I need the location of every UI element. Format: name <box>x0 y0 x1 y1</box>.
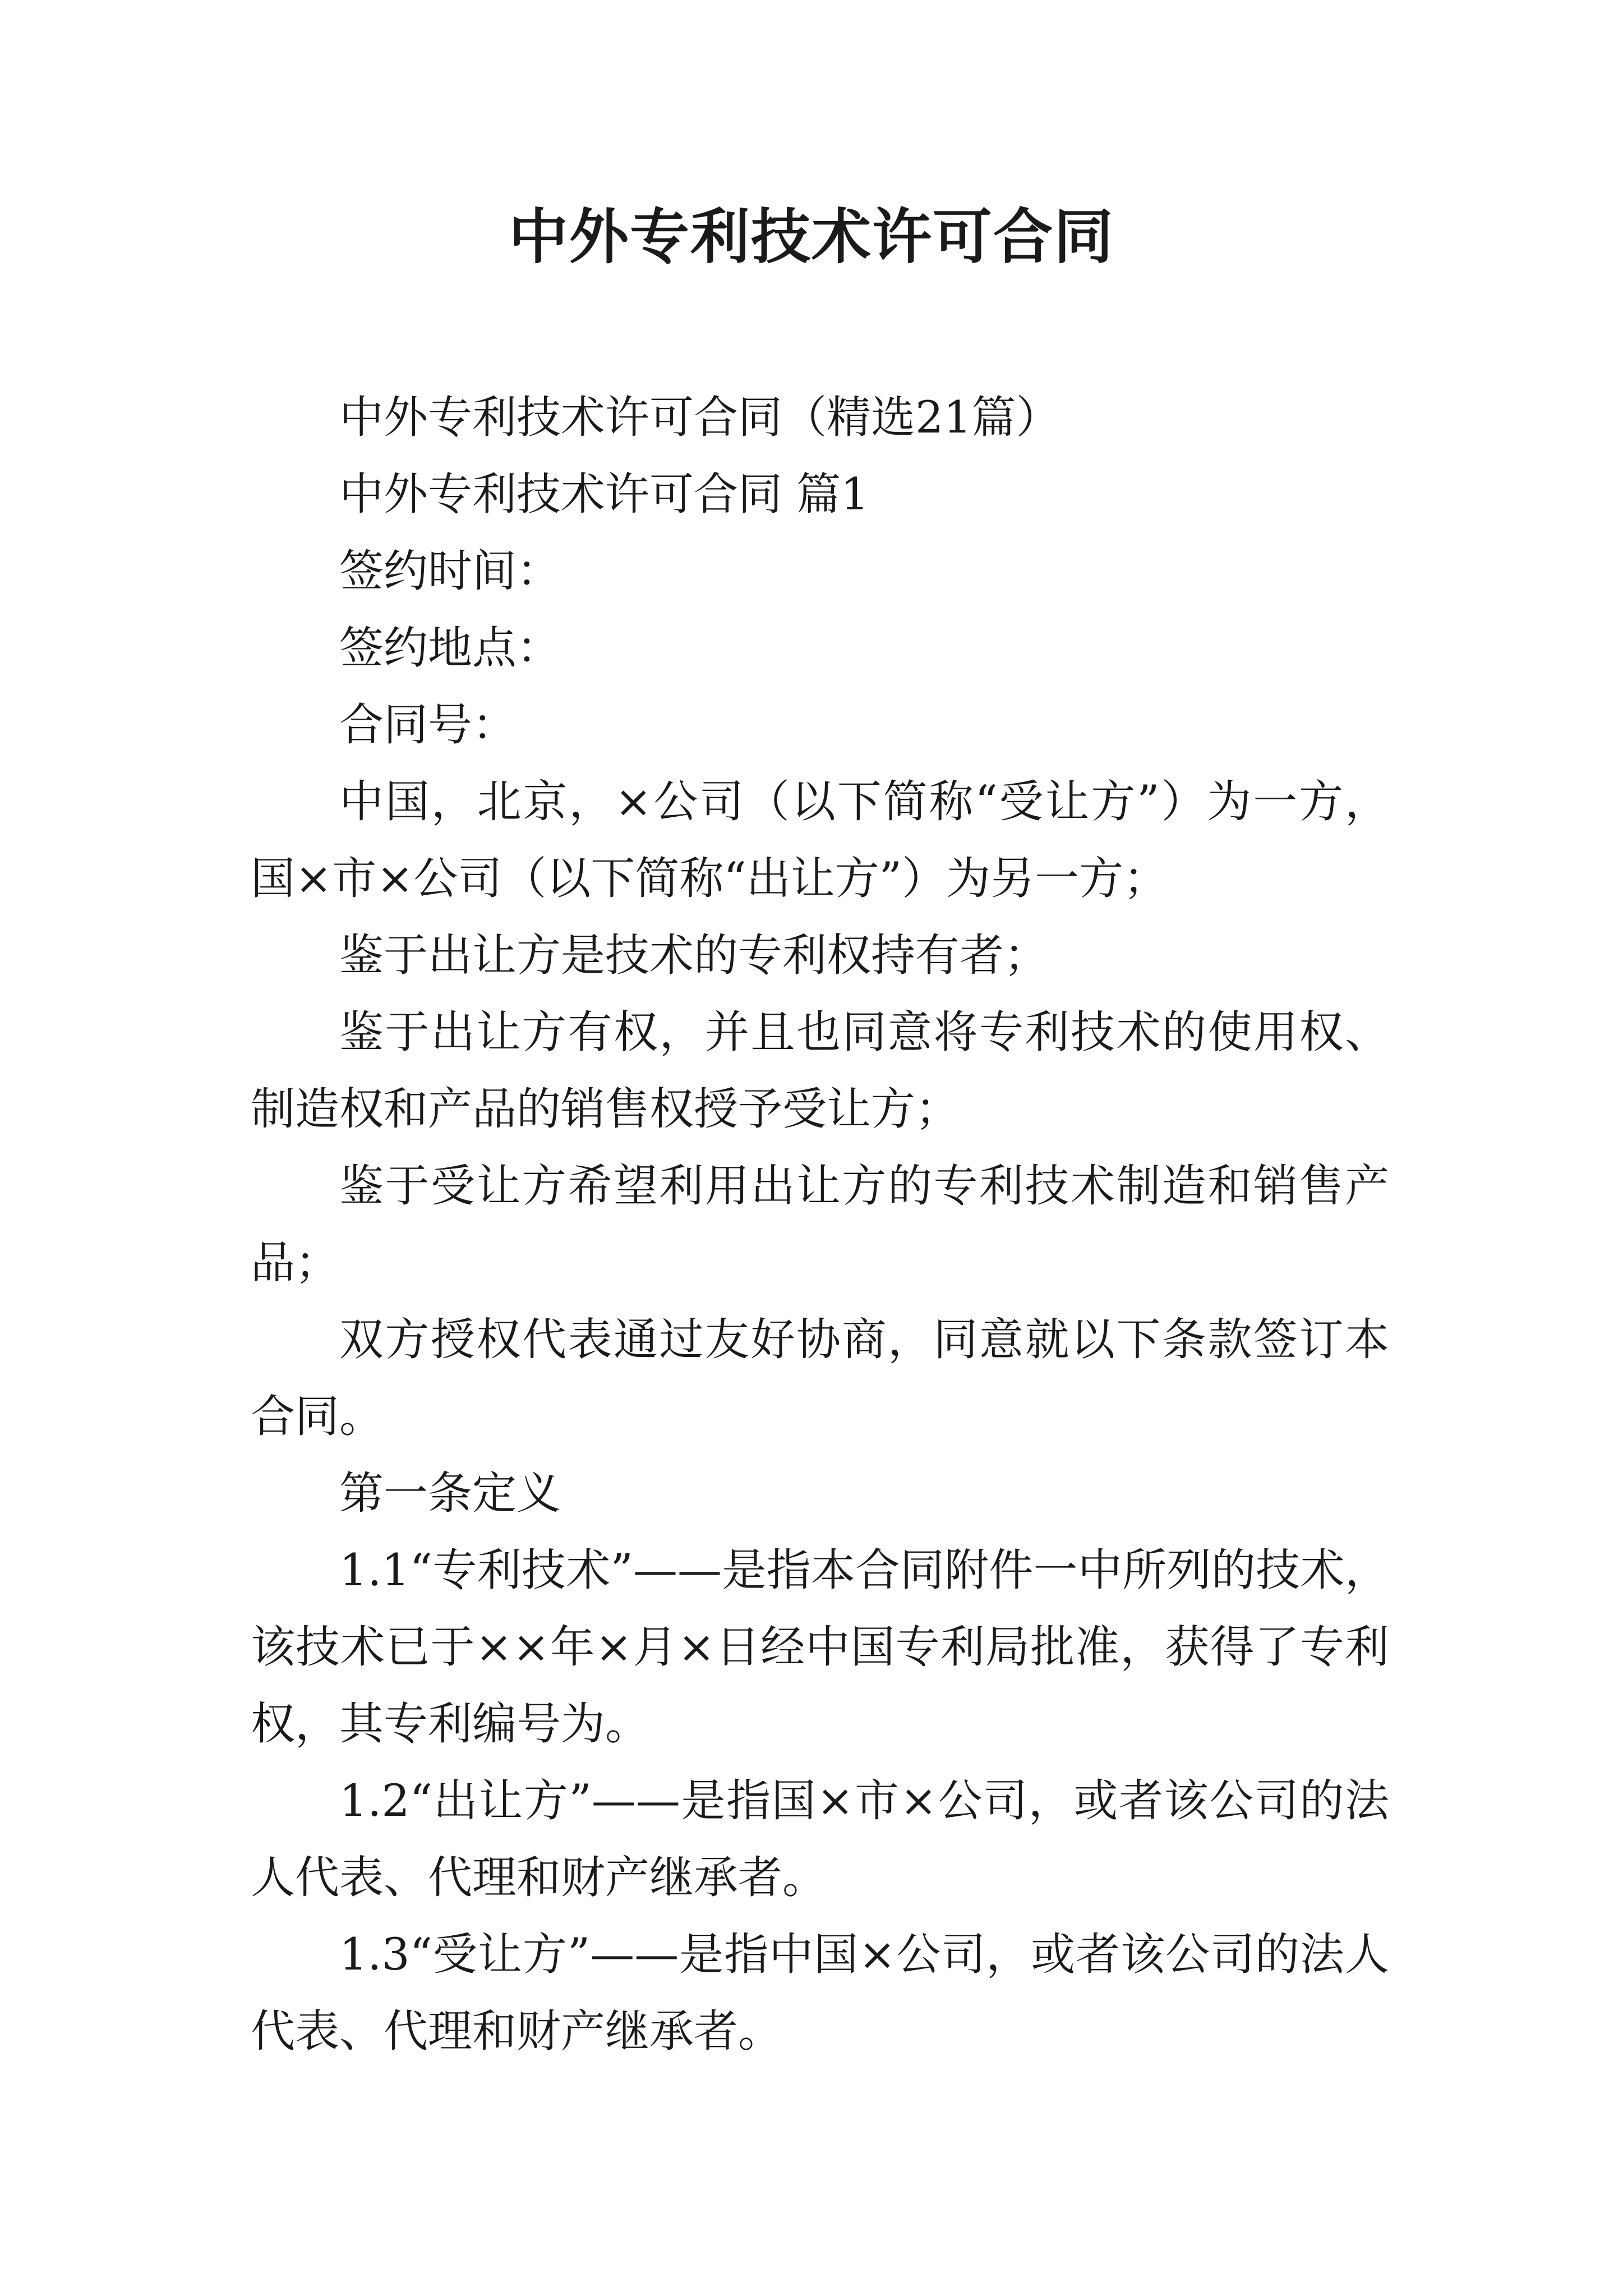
paragraph: 鉴于出让方有权，并且也同意将专利技术的使用权、制造权和产品的销售权授予受让方； <box>251 1006 1389 1135</box>
paragraph: 中外专利技术许可合同 篇1 <box>339 468 869 520</box>
paragraph: 中外专利技术许可合同（精选21篇） <box>339 392 1061 443</box>
paragraph: 中国，北京，×公司（以下简称“受让方”）为一方，国×市×公司（以下简称“出让方”）为另一方； <box>251 776 1389 904</box>
paragraph: 鉴于出让方是技术的专利权持有者； <box>339 930 1048 981</box>
paragraph: 合同号： <box>339 699 517 751</box>
paragraph: 签约时间： <box>339 545 561 597</box>
paragraph: 1.2“出让方”——是指国×市×公司，或者该公司的法人代表、代理和财产继承者。 <box>251 1775 1389 1903</box>
paragraph: 签约地点： <box>339 622 561 674</box>
paragraph: 鉴于受让方希望利用出让方的专利技术制造和销售产品； <box>251 1160 1389 1289</box>
paragraph: 第一条定义 <box>339 1467 561 1519</box>
document-body <box>251 379 1389 2070</box>
paragraph: 双方授权代表通过友好协商，同意就以下条款签订本合同。 <box>251 1314 1389 1442</box>
paragraph: 1.3“受让方”——是指中国×公司，或者该公司的法人代表、代理和财产继承者。 <box>251 1929 1389 2057</box>
paragraph: 1.1“专利技术”——是指本合同附件一中所列的技术，该技术已于××年×月×日经中国专利局批准，获得了专利权，其专利编号为。 <box>251 1544 1389 1750</box>
document-title: 中外专利技术许可合同 <box>509 201 1114 272</box>
